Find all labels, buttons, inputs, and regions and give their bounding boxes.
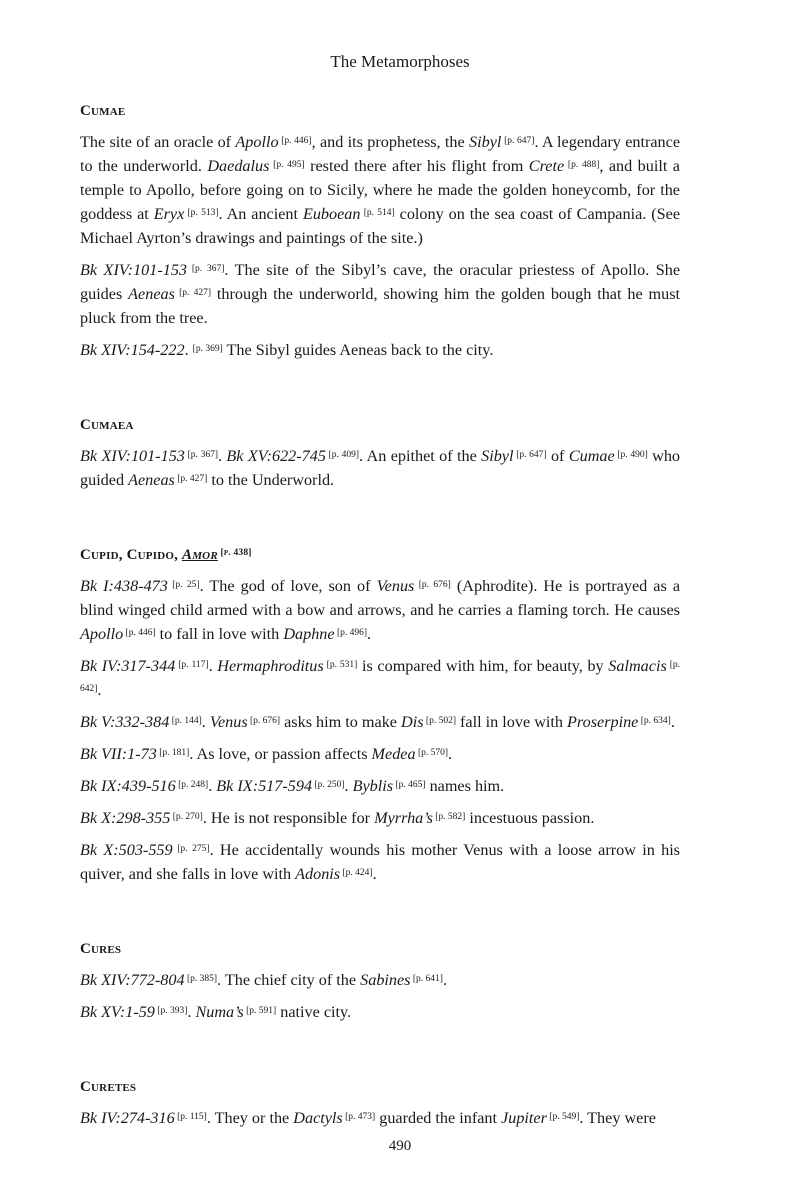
text-run: Curetes [80,1079,137,1095]
page-reference: [p. 25] [167,580,200,590]
text-run: , and built a temple to Apollo, before going on to Sicily, where he made the golden honeycomb, for the goddess at [80,157,680,223]
italic-term: Venus [209,713,248,731]
entry-paragraph [80,654,680,702]
italic-term: Byblis [352,777,394,795]
italic-term: Cumae [568,447,615,465]
text-run: to fall in love with [155,625,284,643]
entry-paragraph [80,444,680,492]
page-number: 490 [388,1138,412,1154]
text-run: . The god of love, son of [199,577,377,595]
text-run: The Sibyl guides Aeneas back to the city. [222,341,494,359]
running-title: The Metamorphoses [330,52,470,71]
italic-term: Sibyl [481,447,514,465]
text-run: . An ancient [218,205,303,223]
page-reference: [p. 367] [184,450,218,460]
page-reference: [p. 369] [192,344,223,354]
text-run: . [442,971,447,989]
page-reference: [p. 531] [323,660,358,670]
text-run: Cumaea [80,417,134,433]
italic-term: Medea [371,745,416,763]
text-run: . They were [579,1109,656,1127]
page-reference: [p. 427] [174,288,212,298]
page-reference: [p. 647] [513,450,547,460]
page-reference: [p. 514] [360,208,395,218]
entry-paragraph [80,1106,680,1130]
page-reference: [p. 676] [414,580,451,590]
text-run: . An epithet of the [359,447,482,465]
italic-term: Dis [401,713,424,731]
italic-term: Aeneas [128,471,175,489]
entry-cures [80,938,680,1024]
page-reference: [p. 393] [154,1006,188,1016]
text-run: names him. [425,777,505,795]
text-run: Cures [80,941,122,957]
page-reference: [p. 570] [415,748,449,758]
page-reference: [p. 502] [423,716,456,726]
text-run: . [208,777,217,795]
text-run: fall in love with [455,713,568,731]
italic-term: Bk IX:517-594 [216,777,313,795]
italic-term: Hermaphroditus [217,657,324,675]
italic-term: Bk XIV:101-153 [80,447,185,465]
entry-heading [80,544,680,566]
text-run: . [208,657,218,675]
entry-paragraph [80,338,680,362]
page-reference: [p. 117] [175,660,209,670]
text-run: . [218,447,227,465]
page-reference: [p. 549] [546,1112,580,1122]
italic-term: Numa’s [195,1003,244,1021]
page-reference: [p. 465] [393,780,426,790]
text-run: (Aphrodite). He is portrayed as a blind winged child armed with a bow and arrows, and he carries a flaming torch. He causes [80,577,681,619]
text-run: Cumae [80,103,126,119]
text-run: The site of an oracle of [80,133,236,151]
text-run: Cupid, Cupido, [80,547,182,563]
entry-cupid [80,544,680,886]
page-reference: [p. 647] [501,136,535,146]
italic-term: Bk XIV:101-153 [80,261,188,279]
text-run: . He is not responsible for [202,809,375,827]
italic-term: Salmacis [608,657,667,675]
page-reference: [p. 115] [174,1112,207,1122]
page-reference: [p. 427] [174,474,208,484]
italic-term: Adonis [295,865,341,883]
text-run: . [372,865,377,883]
text-run: . [448,745,453,763]
entry-heading [80,100,680,122]
italic-term: Daphne [283,625,335,643]
page-reference: [p. 641] [410,974,443,984]
italic-term: Bk IV:274-316 [80,1109,175,1127]
page-reference: [p. 275] [172,844,210,854]
text-run: . [201,713,210,731]
entry-paragraph [80,1000,680,1024]
page-reference: [p. 591] [243,1006,277,1016]
page-reference: [p. 488] [564,160,600,170]
italic-term: Aeneas [128,285,175,303]
page-reference: [p. 367] [187,264,225,274]
text-run: . As love, or passion affects [189,745,372,763]
page-reference: [p. 385] [184,974,218,984]
text-run: . A legendary entrance to the underworld. [80,133,681,175]
entry-paragraph [80,774,680,798]
italic-term: Bk IX:439-516 [80,777,176,795]
text-run: . The site of the Sibyl’s cave, the oracular priestess of Apollo. She guides [80,261,681,303]
text-run: . [367,625,372,643]
text-run: guarded the infant [375,1109,502,1127]
page-reference: [p. 642] [80,660,681,694]
page-reference: [p. 490] [614,450,648,460]
page-reference: [p. 270] [170,812,203,822]
text-run: , and its prophetess, the [311,133,470,151]
entry-paragraph [80,130,680,250]
italic-term: Jupiter [501,1109,547,1127]
text-run: . [187,1003,196,1021]
italic-term: Dactyls [293,1109,343,1127]
text-run: . [670,713,675,731]
italic-term: Bk IV:317-344 [80,657,176,675]
entry-paragraph [80,258,680,330]
text-run: . [97,681,102,699]
text-run: colony on the sea coast of Campania. (See Michael Ayrton’s drawings and paintings of the site.) [80,205,681,247]
italic-term: Myrrha’s [374,809,433,827]
italic-term: Proserpine [567,713,639,731]
entry-paragraph [80,574,680,646]
entry-cumaea [80,414,680,492]
page-reference: [p. 582] [432,812,466,822]
italic-term: Bk X:503-559 [80,841,173,859]
text-run: . [184,341,193,359]
page-reference: [p. 634] [638,716,671,726]
page-reference: [p. 250] [312,780,345,790]
entry-heading [80,414,680,436]
text-run: . [344,777,353,795]
italic-term: Bk XIV:772-804 [80,971,185,989]
text-run: to the Underworld. [207,471,335,489]
page-reference: [p. 424] [340,868,373,878]
entry-paragraph [80,710,680,734]
text-run: through the underworld, showing him the golden bough that he must pluck from the tree. [80,285,681,327]
entry-heading [80,1076,680,1098]
italic-term: Bk XV:1-59 [80,1003,155,1021]
text-run: of [546,447,569,465]
entry-cumae [80,100,680,362]
page-reference: [p. 495] [269,160,305,170]
entry-heading [80,938,680,960]
italic-term: Bk XV:622-745 [226,447,326,465]
text-run: is compared with him, for beauty, by [357,657,609,675]
text-run: asks him to make [280,713,402,731]
text-run: . He accidentally wounds his mother Venus with a loose arrow in his quiver, and she falls in love with [80,841,680,883]
italic-term: Bk XIV:154-222 [80,341,185,359]
italic-term: Bk VII:1-73 [80,745,157,763]
italic-term: Eryx [153,205,185,223]
glossary-content [80,100,680,1130]
italic-term: Sabines [360,971,411,989]
heading-link-text: Amor [182,547,218,563]
page-reference: [p. 144] [169,716,202,726]
italic-term: Euboean [302,205,361,223]
page-reference: [p. 446] [278,136,312,146]
page-reference: [p. 676] [247,716,281,726]
italic-term: Apollo [80,625,124,643]
text-run: who guided [80,447,681,489]
page-reference: [p. 496] [334,628,368,638]
italic-term: Venus [376,577,415,595]
page-reference: [p. 513] [184,208,219,218]
italic-term: Crete [528,157,565,175]
page-reference: [p. 446] [123,628,156,638]
italic-term: Daedalus [207,157,270,175]
page-reference: [p. 438] [217,548,252,558]
text-run: . They or the [206,1109,294,1127]
text-run: incestuous passion. [465,809,595,827]
italic-term: Sibyl [469,133,502,151]
entry-curetes [80,1076,680,1130]
entry-paragraph [80,838,680,886]
entry-paragraph [80,806,680,830]
italic-term: Bk X:298-355 [80,809,171,827]
italic-term: Bk V:332-384 [80,713,170,731]
text-run: native city. [276,1003,352,1021]
page-reference: [p. 409] [325,450,360,460]
text-run: rested there after his flight from [304,157,529,175]
page-reference: [p. 248] [175,780,209,790]
page-reference: [p. 181] [156,748,190,758]
italic-term: Apollo [235,133,279,151]
entry-paragraph [80,742,680,766]
text-run: . The chief city of the [217,971,361,989]
entry-paragraph [80,968,680,992]
italic-term: Bk I:438-473 [80,577,168,595]
page-reference: [p. 473] [342,1112,376,1122]
